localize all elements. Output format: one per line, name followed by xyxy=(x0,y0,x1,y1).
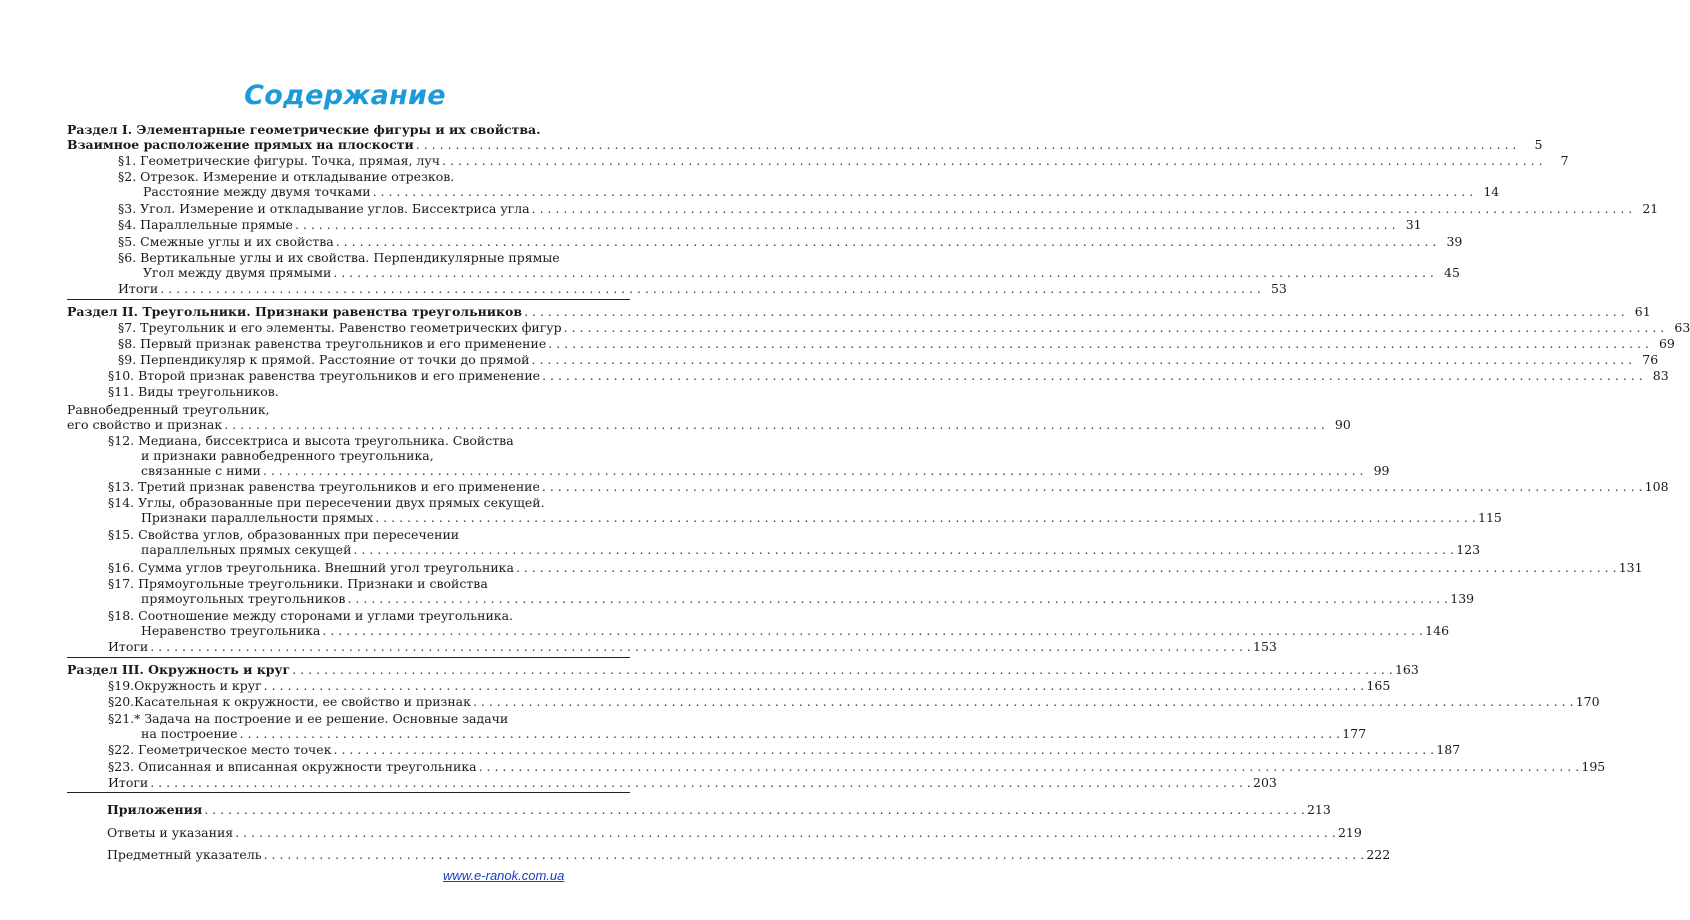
toc-entry-answers[interactable]: Ответы и указания . . . 219 xyxy=(67,825,630,840)
toc-entry-p11-cont[interactable]: Равнобедренный треугольник, его свойство и признак . . . 90 xyxy=(67,402,630,432)
toc-entry-s2-itogi[interactable]: Итоги . . . 153 xyxy=(67,639,630,654)
toc-entry-section-3[interactable]: Раздел III. Окружность и круг . . . 163 xyxy=(67,662,630,677)
toc-entry-p12[interactable]: §12. Медиана, биссектриса и высота треугольника. Свойства и признаки равнобедренного треугольника, связанные с ними . . . 99 xyxy=(67,433,630,478)
toc-entry-s1-itogi[interactable]: Итоги . . . 53 xyxy=(67,281,630,296)
toc-entry-p1[interactable]: §1. Геометрические фигуры. Точка, прямая, луч . . . 7 xyxy=(67,153,630,168)
toc-entry-s3-itogi[interactable]: Итоги . . . 203 xyxy=(67,775,630,790)
toc-entry-p4[interactable]: §4. Параллельные прямые . . . 31 xyxy=(67,217,630,232)
toc-entry-p14[interactable]: §14. Углы, образованные при пересечении двух прямых секущей. Признаки параллельности прямых . . . 115 xyxy=(67,495,630,525)
toc-entry-p19[interactable]: §19. Окружность и круг . . . 165 xyxy=(67,678,630,693)
toc-entry-p15[interactable]: §15. Свойства углов, образованных при пересечении параллельных прямых секущей . . . 123 xyxy=(67,527,630,557)
toc-entry-p17[interactable]: §17. Прямоугольные треугольники. Признаки и свойства прямоугольных треугольников . . . 139 xyxy=(67,576,630,606)
toc-entry-appendix[interactable]: Приложения . . . 213 xyxy=(67,802,630,817)
section-1-header: Раздел I. Элементарные геометрические фигуры и их свойства. xyxy=(67,122,541,137)
website-link[interactable]: www.e-ranok.com.ua xyxy=(443,868,565,883)
leader-dots xyxy=(416,137,1517,152)
toc-entry-p20[interactable]: §20. Касательная к окружности, ее свойство и признак . . . 170 xyxy=(67,694,630,709)
divider xyxy=(67,657,630,658)
toc-entry-p21[interactable]: §21.* Задача на построение и ее решение. Основные задачи на построение . . . 177 xyxy=(67,711,630,741)
toc-entry-p22[interactable]: §22. Геометрическое место точек . . . 187 xyxy=(67,742,630,757)
toc-entry-section-2[interactable]: Раздел II. Треугольники. Признаки равенства треугольников . . . 61 xyxy=(67,304,630,319)
page-title: Содержание xyxy=(244,80,446,111)
divider xyxy=(67,299,630,300)
divider xyxy=(67,792,630,793)
toc-entry-p23[interactable]: §23. Описанная и вписанная окружности треугольника . . . 195 xyxy=(67,759,630,774)
toc-entry-p10[interactable]: §10. Второй признак равенства треугольников и его применение . . . 83 xyxy=(67,368,630,383)
toc-entry-p13[interactable]: §13. Третий признак равенства треугольников и его применение . . . 108 xyxy=(67,479,630,494)
toc-entry-p2[interactable]: §2. Отрезок. Измерение и откладывание отрезков. Расстояние между двумя точками . . . 14 xyxy=(67,169,630,199)
toc-entry-p6[interactable]: §6. Вертикальные углы и их свойства. Перпендикулярные прямые Угол между двумя прямыми . . . 45 xyxy=(67,250,630,280)
toc-entry-p11[interactable]: §11. Виды треугольников. xyxy=(108,384,279,399)
toc-entry-p3[interactable]: §3. Угол. Измерение и откладывание углов. Биссектриса угла . . . 21 xyxy=(67,201,630,216)
toc-entry-section-1[interactable]: Взаимное расположение прямых на плоскости . . . 5 xyxy=(67,137,630,152)
toc-entry-p9[interactable]: §9. Перпендикуляр к прямой. Расстояние от точки до прямой . . . 76 xyxy=(67,352,630,367)
toc-entry-p8[interactable]: §8. Первый признак равенства треугольников и его применение . . . 69 xyxy=(67,336,630,351)
toc-entry-index[interactable]: Предметный указатель . . . 222 xyxy=(67,847,630,862)
toc-entry-p7[interactable]: §7. Треугольник и его элементы. Равенство геометрических фигур . . . 63 xyxy=(67,320,630,335)
toc-entry-p16[interactable]: §16. Сумма углов треугольника. Внешний угол треугольника . . . 131 xyxy=(67,560,630,575)
toc-entry-p5[interactable]: §5. Смежные углы и их свойства . . . 39 xyxy=(67,234,630,249)
toc-entry-p18[interactable]: §18. Соотношение между сторонами и углами треугольника. Неравенство треугольника . . . 146 xyxy=(67,608,630,638)
